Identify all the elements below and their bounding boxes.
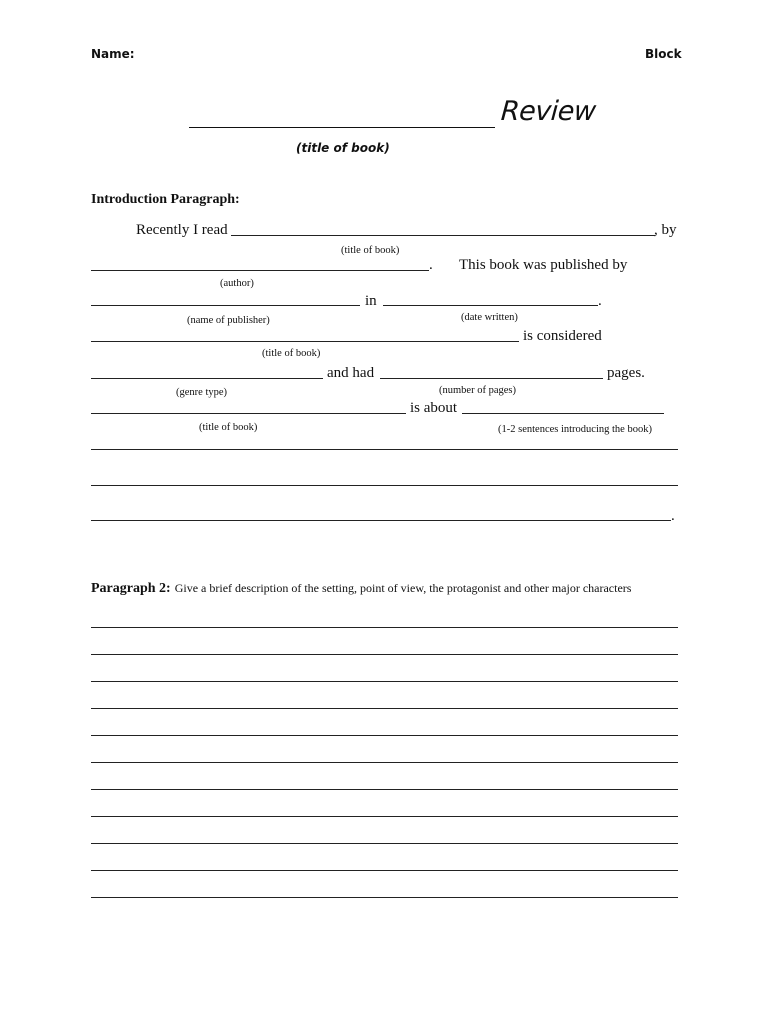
in-text: in — [365, 293, 377, 309]
paragraph-2-writing-line[interactable] — [91, 897, 678, 898]
date-written-caption: (date written) — [461, 312, 518, 323]
author-field[interactable] — [91, 270, 429, 271]
genre-caption: (genre type) — [176, 387, 228, 398]
publisher-field[interactable] — [91, 305, 360, 306]
book-title-blank[interactable] — [189, 127, 495, 128]
paragraph-2-writing-line[interactable] — [91, 816, 678, 817]
intro-writing-line[interactable] — [91, 520, 671, 521]
book-title-field-3[interactable] — [91, 413, 406, 414]
period-text-2: . — [598, 293, 602, 309]
date-written-field[interactable] — [383, 305, 598, 306]
intro-writing-line[interactable] — [91, 449, 678, 450]
published-by-text: This book was published by — [459, 257, 628, 273]
recently-read-text: Recently I read — [136, 222, 228, 238]
pages-text: pages. — [607, 365, 645, 381]
paragraph-2-heading-row — [91, 579, 631, 597]
book-title-field[interactable] — [231, 235, 655, 236]
block-label: Block — [645, 47, 682, 61]
final-period-text: . — [671, 508, 675, 524]
intro-writing-line[interactable] — [91, 485, 678, 486]
title-of-book-caption-1: (title of book) — [341, 245, 400, 256]
by-text: , by — [654, 222, 677, 238]
intro-heading: Introduction Paragraph: — [91, 192, 240, 207]
paragraph-2-writing-line[interactable] — [91, 762, 678, 763]
book-title-field-2[interactable] — [91, 341, 519, 342]
paragraph-2-writing-line[interactable] — [91, 789, 678, 790]
title-of-book-caption-2: (title of book) — [262, 348, 321, 359]
paragraph-2-writing-line[interactable] — [91, 627, 678, 628]
publisher-caption: (name of publisher) — [187, 315, 270, 326]
paragraph-2-writing-line[interactable] — [91, 843, 678, 844]
paragraph-2-writing-line[interactable] — [91, 654, 678, 655]
paragraph-2-heading: Paragraph 2: — [91, 581, 171, 596]
paragraph-2-writing-line[interactable] — [91, 735, 678, 736]
title-of-book-caption-3: (title of book) — [199, 422, 258, 433]
period-text-1: . — [429, 257, 433, 273]
genre-field[interactable] — [91, 378, 323, 379]
is-about-text: is about — [410, 400, 458, 416]
paragraph-2-writing-line[interactable] — [91, 870, 678, 871]
and-had-text: and had — [327, 365, 375, 381]
paragraph-2-writing-line[interactable] — [91, 708, 678, 709]
author-caption: (author) — [220, 278, 254, 289]
paragraph-2-description: Give a brief description of the setting, point of view, the protagonist and other major characters — [174, 581, 632, 595]
paragraph-2-writing-line[interactable] — [91, 681, 678, 682]
review-title: Review — [499, 96, 597, 127]
is-considered-text: is considered — [523, 328, 602, 344]
book-intro-field[interactable] — [462, 413, 664, 414]
number-of-pages-field[interactable] — [380, 378, 603, 379]
number-of-pages-caption: (number of pages) — [439, 385, 516, 396]
sentences-caption: (1-2 sentences introducing the book) — [498, 424, 652, 435]
name-label: Name: — [91, 47, 135, 61]
title-caption: (title of book) — [296, 141, 390, 155]
